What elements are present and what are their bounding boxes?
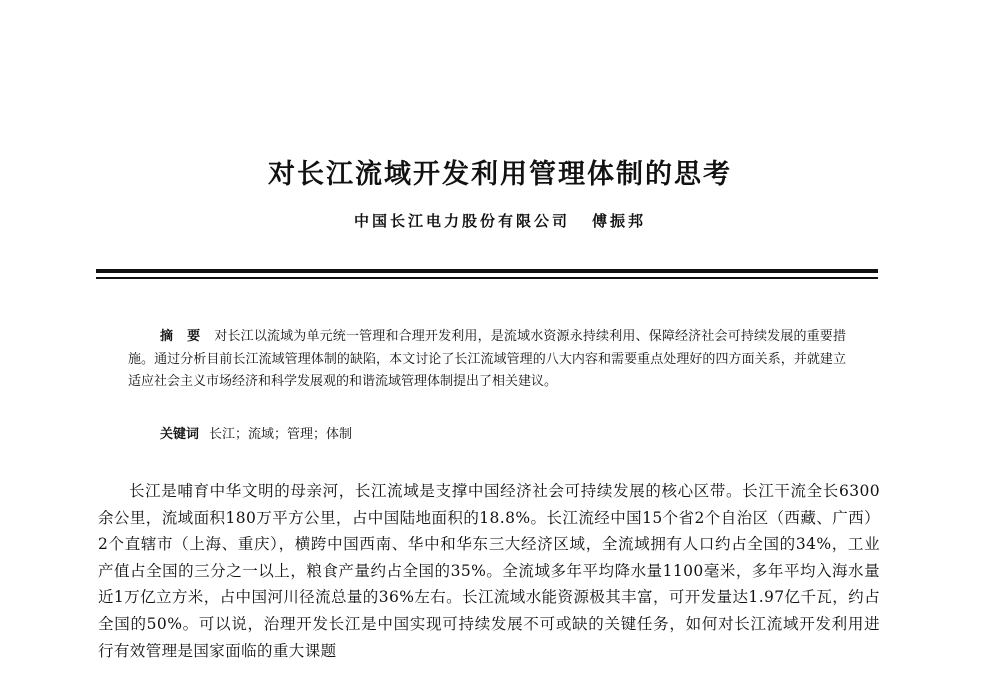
abstract-label: 摘要 [160,329,215,344]
header-rule-thin [96,277,878,279]
keywords-text: 长江；流域；管理；体制 [209,427,353,442]
keywords-label: 关键词 [160,427,200,442]
author-name: 傅振邦 [592,212,647,230]
article-title: 对长江流域开发利用管理体制的思考 [268,159,732,190]
keywords [160,424,846,447]
header-rule-thick [96,269,878,273]
body-paragraph: 长江是哺育中华文明的母亲河，长江流域是支撑中国经济社会可持续发展的核心区带。长江干流全长6300余公里，流域面积180万平方公里，占中国陆地面积的18.8%。长江流经中国15个省2个自治区（西藏、广西）2个直辖市（上海、重庆），横跨中国西南、华中和华东三大经济区域，全流域拥有人口约占全国的34%，工业产值占全国的三分之一以上，粮食产量约占全国的35%。全流域多年平均降水量1100毫米，多年平均入海水量近1万亿立方米，占中国河川径流总量的36%左右。长江流域水能资源极其丰富，可开发量达1.97亿千瓦，约占全国的50%。可以说，治理开发长江是中国实现可持续发展不可或缺的关键任务，如何对长江流域开发利用进行有效管理是国家面临的重大课题 [98,482,880,660]
affiliation: 中国长江电力股份有限公司 [353,212,570,230]
abstract-text: 对长江以流域为单元统一管理和合理开发利用，是流域水资源永持续利用、保障经济社会可持续发展的重要措施。通过分析目前长江流域管理体制的缺陷，本文讨论了长江流域管理的八大内容和需要重点处理好的四方面关系，并就建立适应社会主义市场经济和科学发展观的和谐流域管理体制提出了相关建议。 [128,329,846,389]
byline [0,210,1000,231]
abstract [128,326,846,394]
